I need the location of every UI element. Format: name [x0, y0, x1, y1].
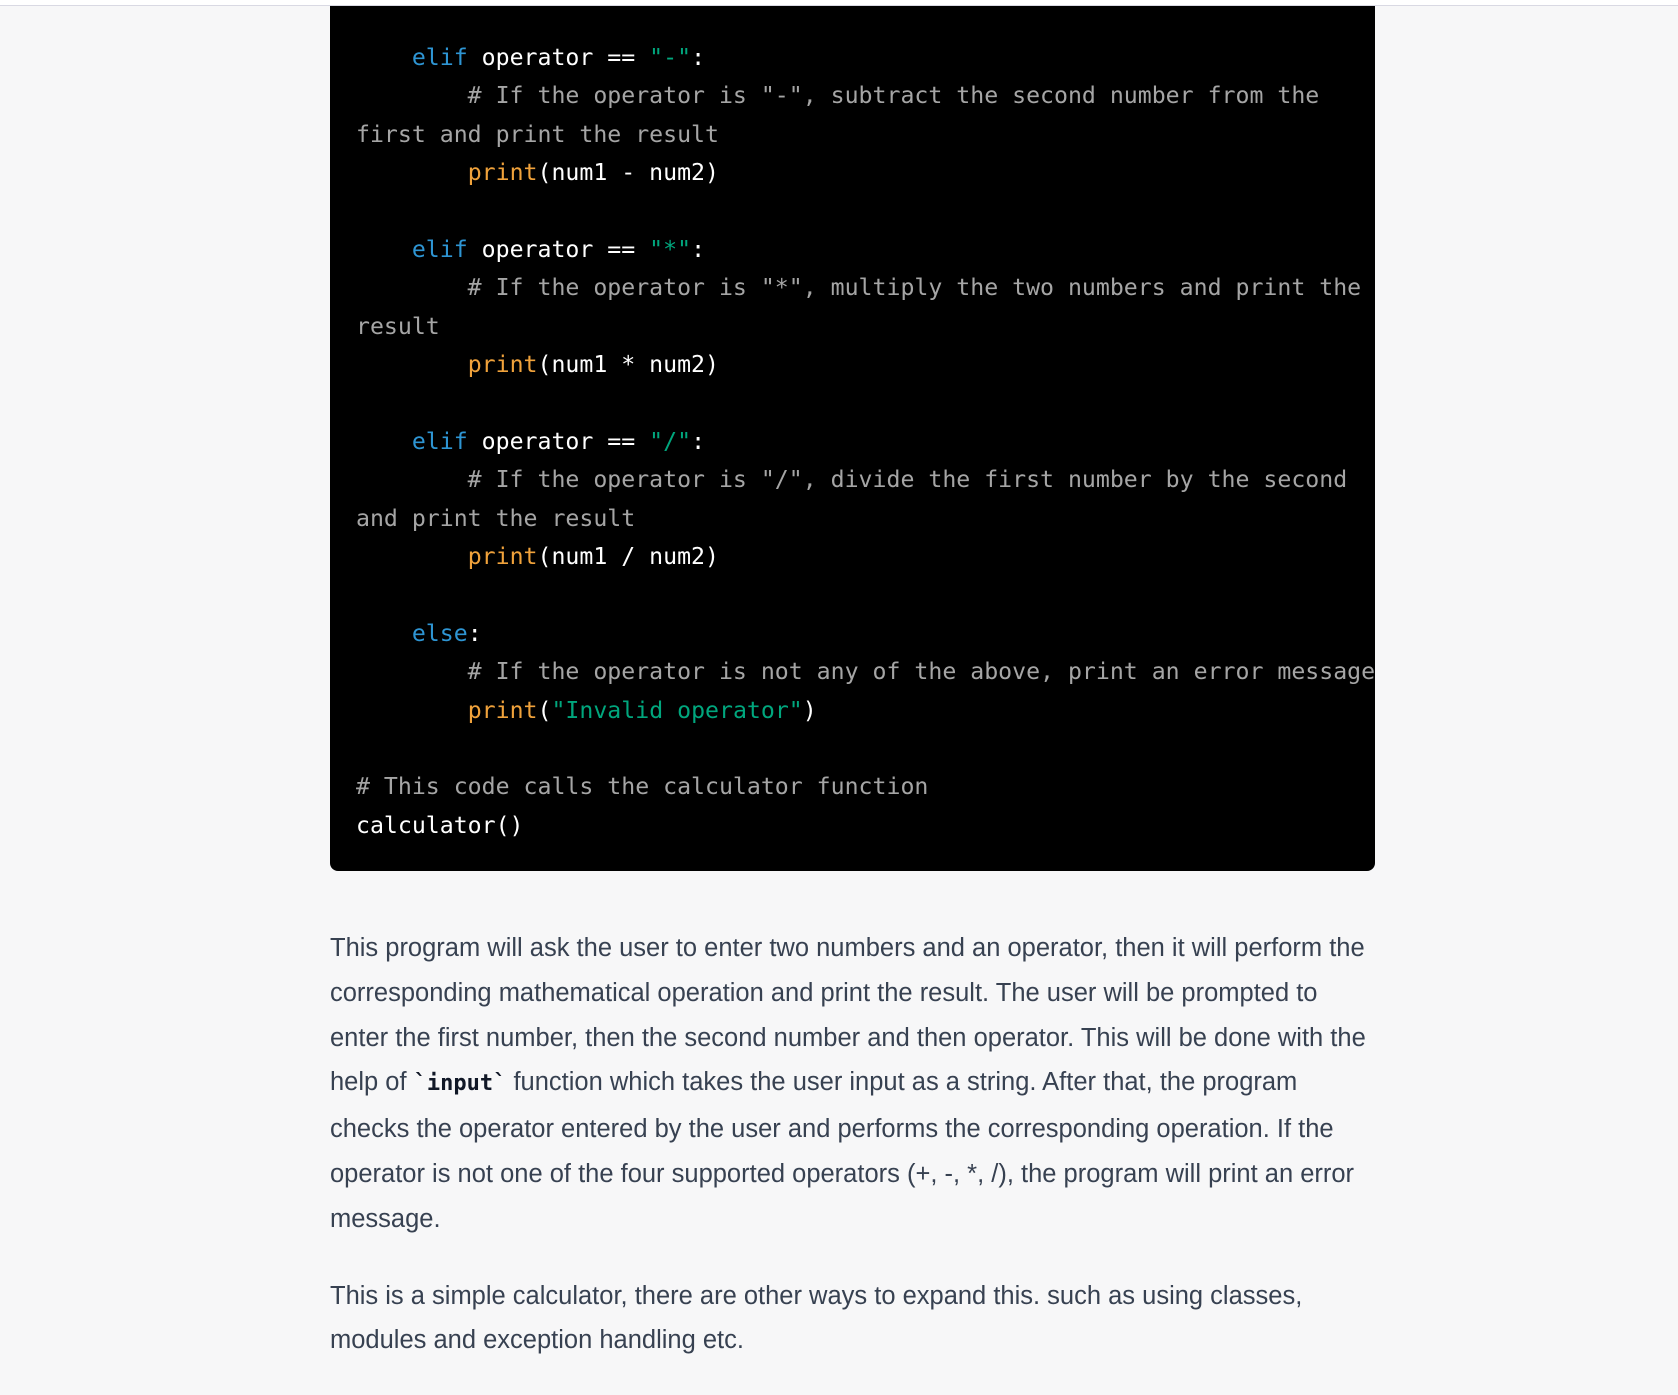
code-line — [356, 77, 1375, 115]
paragraph-text-before-code: This program will ask the user to enter two numbers and an operator, then it will perform the corresponding mathematical operation and print the result. The user will be prompted to enter the first number, then the second number and then operator. This will be done with the help of — [330, 934, 1366, 1097]
code-token: (num1 * num2) — [537, 351, 719, 379]
code-token — [356, 428, 412, 455]
code-token: ( — [537, 696, 552, 724]
code-token — [356, 697, 468, 724]
code-token: : — [691, 44, 706, 71]
code-line — [356, 807, 1375, 845]
code-token — [356, 351, 468, 378]
code-token — [356, 236, 412, 263]
code-token: calculator() — [356, 811, 524, 839]
code-token: and print the result — [356, 504, 636, 532]
code-token: else — [411, 619, 468, 647]
code-line — [356, 385, 1375, 423]
code-token — [356, 543, 468, 570]
code-token: # If the operator is not any of the above, print an error message — [356, 658, 1376, 686]
code-line — [356, 39, 1375, 77]
response-text — [330, 926, 1375, 1395]
code-token: "-" — [649, 44, 692, 71]
code-line — [356, 423, 1375, 461]
code-line — [356, 730, 1375, 768]
code-token: : — [467, 619, 482, 647]
code-token: "Invalid operator" — [551, 696, 803, 724]
code-token: (num1 / num2) — [537, 543, 719, 571]
code-token: print — [467, 159, 538, 187]
code-line — [356, 269, 1375, 307]
code-line — [356, 116, 1375, 154]
code-line — [356, 308, 1375, 346]
code-content[interactable] — [356, 39, 1375, 845]
code-line — [356, 154, 1375, 192]
code-token: operator == — [467, 235, 650, 263]
code-line — [356, 538, 1375, 576]
code-token: # If the operator is "/", divide the first number by the second — [356, 466, 1348, 494]
code-token: # If the operator is "*", multiply the two numbers and print the — [356, 274, 1362, 302]
code-line — [356, 692, 1375, 730]
paragraph-text-after-code: function which takes the user input as a string. After that, the program checks the operator entered by the user and performs the corresponding operation. If the operator is not one of the four supported operators (+, -, *, /), the program will print an error message. — [330, 1068, 1355, 1233]
closing-paragraph: This is a simple calculator, there are other ways to expand this. such as using classes, modules and exception handling etc. — [330, 1281, 1303, 1355]
code-token — [356, 44, 412, 71]
code-line — [356, 576, 1375, 614]
code-line — [356, 193, 1375, 231]
code-token: ) — [802, 696, 817, 724]
code-token: operator == — [467, 427, 650, 455]
code-token: print — [467, 543, 538, 571]
code-token — [356, 159, 468, 186]
code-line — [356, 461, 1375, 499]
inline-code-input: `input` — [413, 1071, 507, 1097]
code-line — [356, 768, 1375, 806]
code-token: : — [691, 235, 706, 263]
code-token: "*" — [649, 235, 692, 263]
code-token: (num1 - num2) — [537, 159, 719, 187]
code-token: # If the operator is "-", subtract the second number from the — [356, 82, 1320, 110]
code-line — [356, 346, 1375, 384]
code-token: : — [691, 427, 706, 455]
code-line — [356, 653, 1375, 691]
code-token: print — [467, 696, 538, 724]
code-token: "/" — [649, 427, 692, 455]
code-token: elif — [411, 235, 468, 263]
explanation-paragraph — [330, 926, 1375, 1242]
code-line — [356, 500, 1375, 538]
code-line — [356, 615, 1375, 653]
code-token: print — [467, 351, 538, 379]
code-token: elif — [411, 427, 468, 455]
code-token: operator == — [467, 44, 650, 71]
code-token — [356, 620, 412, 647]
code-token: elif — [411, 44, 468, 71]
code-token: result — [356, 312, 440, 340]
code-block[interactable] — [330, 6, 1375, 871]
code-token: # This code calls the calculator function — [356, 773, 929, 801]
code-token: first and print the result — [356, 120, 719, 148]
code-line — [356, 231, 1375, 269]
